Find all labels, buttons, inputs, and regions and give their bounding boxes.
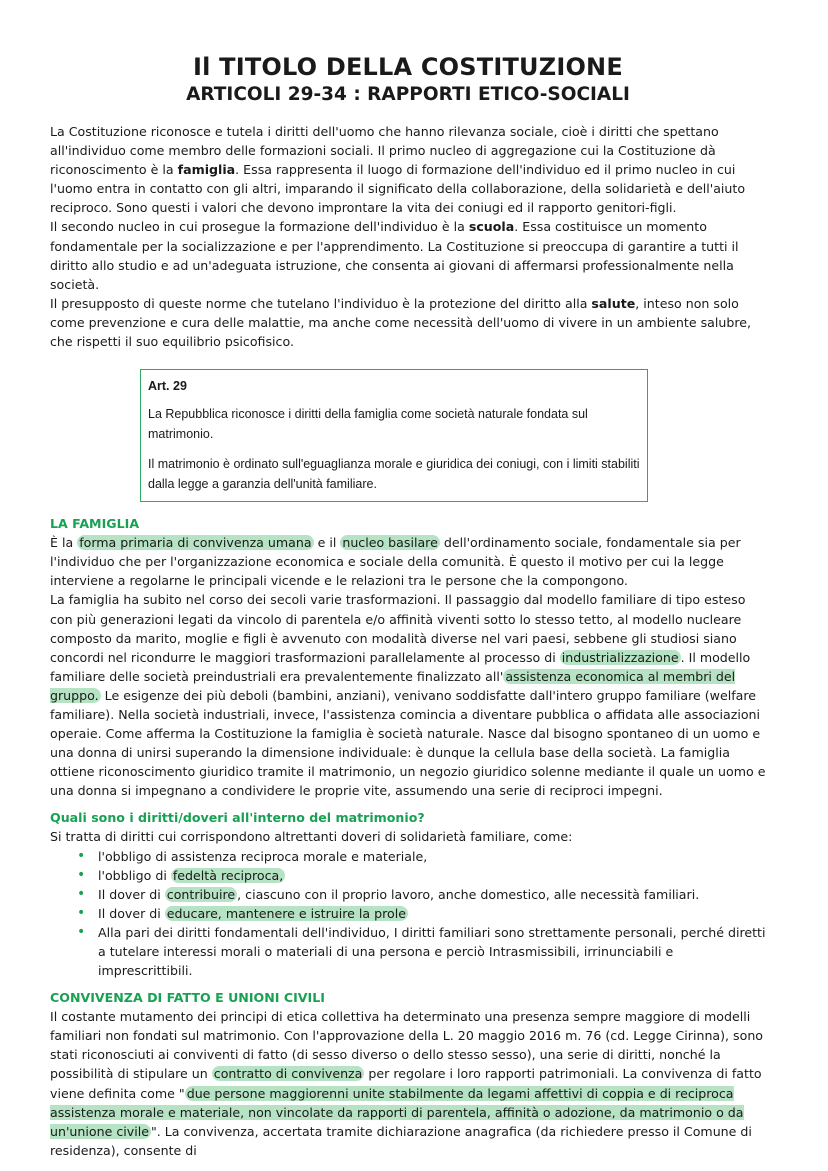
highlight: nucleo basilare (342, 535, 438, 551)
list-item: • l'obbligo di fedeltà reciproca, (98, 866, 766, 885)
highlight: industrializzazione (561, 649, 679, 665)
article-heading: Art. 29 (148, 379, 187, 394)
section-heading-diritti: Quali sono i diritti/doveri all'interno del matrimonio? (50, 810, 425, 826)
highlight: fedeltà reciproca, (172, 867, 284, 883)
diritti-list (50, 847, 766, 981)
highlight: forma primaria di convivenza umana (79, 535, 312, 551)
list-item: • Il dover di educare, mantenere e istruire la prole (98, 904, 766, 923)
highlight: contratto di convivenza (213, 1066, 363, 1082)
convivenza-paragraph: Il costante mutamento dei principi di etica collettiva ha determinato una presenza sempre maggiore di modelli familiari non fondati sul matrimonio. Con l'approvazione della L. 20 maggio 2016 m. 76 (cd. Legge Cirinna), sono stati riconosciuti ai conviventi di fatto (di sesso diverso o dello stesso sesso), una serie di diritti, nonché la possibilità di stipulare un contratto di convivenza per regolare i loro rapporti patrimoniali. La convivenza di fatto viene definita come " due persone maggiorenni unite stabilmente da legami affettivi di coppia e di reciproca assistenza morale e materiale, non vincolate da rapporti di parentela, affinità o adozione, da matrimonio o da un'unione civile ". La convivenza, accertata tramite dichiarazione anagrafica (da richiedere presso il Comune di residenza), consente di (50, 1009, 764, 1158)
highlight: due persone maggiorenni unite stabilmente da legami affettivi di coppia e di reciproca assistenza morale e materiale, non vincolate da rapporti di parentela, affinità o adozione, da matrimonio o da un'unione civile (50, 1085, 744, 1139)
section-heading-famiglia: LA FAMIGLIA (50, 516, 140, 532)
highlight: assistenza economica al membri del gruppo. (50, 668, 736, 703)
list-item: • Alla pari dei diritti fondamentali dell'individuo, I diritti familiari sono strettamente personali, perché diretti a tutelare interessi morali o materiali di una persona e perciò Intrasmissibili, irrinunciabili e imprescrittibili. (98, 923, 766, 980)
article-paragraph-2: Il matrimonio è ordinato sull'eguaglianza morale e giuridica dei coniugi, con i limiti stabiliti dalla legge a garanzia dell'unità familiare. (148, 457, 640, 491)
diritti-intro: Si tratta di diritti cui corrispondono altrettanti doveri di solidarietà familiare, come: (50, 829, 573, 845)
intro-paragraph-scuola: Il secondo nucleo in cui prosegue la formazione dell'individuo è la scuola. Essa costituisce un momento fondamentale per la socializzazione e per l'apprendimento. La Costituzione si preoccupa di garantire a tutti il diritto allo studio e ad un'adeguata istruzione, che consenta ai giovani di affermarsi professionalmente nella società. (50, 219, 739, 292)
intro-paragraph-famiglia: La Costituzione riconosce e tutela i diritti dell'uomo che hanno rilevanza sociale, cioè i diritti che spettano all'individuo come membro delle formazioni sociali. Il primo nucleo di aggregazione cui la Costituzione dà riconoscimento è la famiglia. Essa rappresenta il luogo di formazione dell'individuo ed il primo nucleo in cui l'uomo entra in contatto con gli altri, imparando il significato della collaborazione, della solidarietà e dell'aiuto reciproco. Sono questi i valori che devono improntare la vita dei coniugi ed il rapporto genitori-figli. (50, 124, 746, 216)
list-item: • l'obbligo di assistenza reciproca morale e materiale, (98, 847, 766, 866)
section-heading-convivenza: CONVIVENZA DI FATTO E UNIONI CIVILI (50, 990, 325, 1006)
list-item: • Il dover di contribuire , ciascuno con il proprio lavoro, anche domestico, alle necessità familiari. (98, 885, 766, 904)
famiglia-paragraph-1: È la forma primaria di convivenza umana e il nucleo basilare dell'ordinamento sociale, fondamentale sia per l'individuo che per l'organizzazione economica e sociale della comunità. È questo il motivo per cui la legge interviene a regolarne le principali vicende e le relazioni tra le persone che la compongono. (50, 535, 741, 589)
article-29-box (140, 369, 648, 502)
article-paragraph-1: La Repubblica riconosce i diritti della famiglia come società naturale fondata sul matrimonio. (148, 407, 588, 441)
famiglia-paragraph-2: La famiglia ha subito nel corso dei secoli varie trasformazioni. Il passaggio dal modello familiare di tipo esteso con più generazioni legati da vincolo di parentela e/o affinità viventi sotto lo stesso tetto, al modello nucleare composto da marito, moglie e figli è avvenuto con modalità diverse nel vari paesi, sebbene gli studiosi siano concordi nel ricondurre le maggiori trasformazioni parallelamente al processo di industrializzazione . Il modello familiare delle società preindustriali era prevalentemente finalizzato all' assistenza economica al membri del gruppo. Le esigenze dei più deboli (bambini, anziani), venivano soddisfatte dall'intero gruppo familiare (welfare familiare). Nella società industriali, invece, l'assistenza comincia a diventare pubblica o affidata alle associazioni operaie. Come afferma la Costituzione la famiglia è società naturale. Nasce dal bisogno spontaneo di un uomo e una donna di unirsi superando la dimensione individuale: è dunque la cellula base della società. La famiglia ottiene riconoscimento giuridico tramite il matrimonio, un negozio giuridico solenne mediante il quale un uomo e una donna si impegnano a condividere le proprie vite, assumendo una serie di reciproci impegni. (50, 592, 766, 799)
highlight: contribuire (166, 886, 236, 902)
page-title: Il TITOLO DELLA COSTITUZIONE (193, 53, 623, 81)
intro-paragraph-salute: Il presupposto di queste norme che tutelano l'individuo è la protezione del diritto alla salute, inteso non solo come prevenzione e cura delle malattie, ma anche come necessità dell'uomo di vivere in un ambiente salubre, che rispetti il suo equilibrio psicofisico. (50, 295, 751, 350)
page-subtitle: ARTICOLI 29-34 : RAPPORTI ETICO-SOCIALI (186, 84, 630, 105)
highlight: educare, mantenere e istruire la prole (166, 905, 406, 921)
